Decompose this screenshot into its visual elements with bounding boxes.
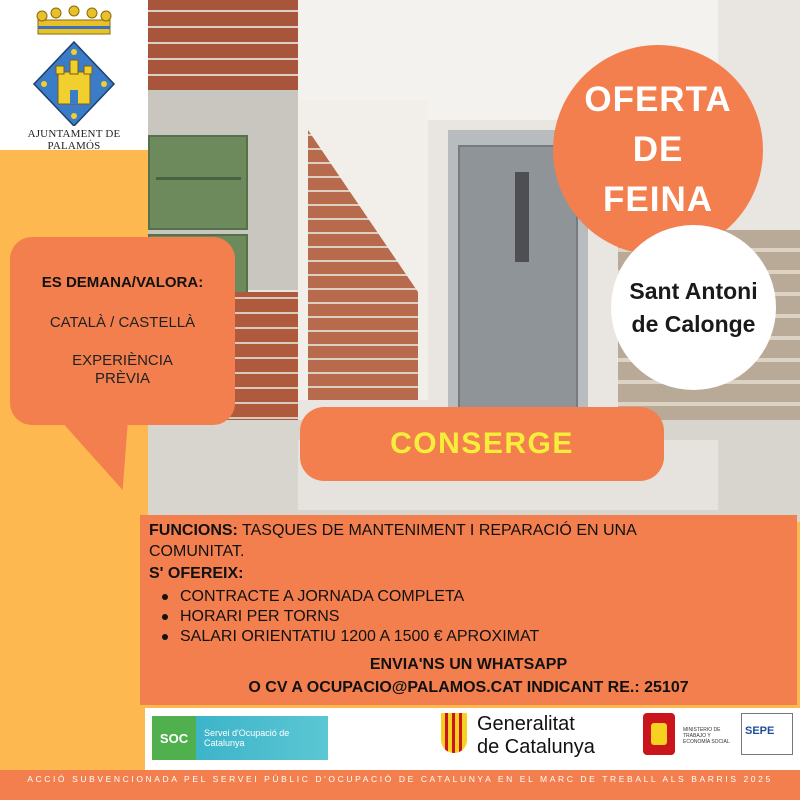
spain-coat-of-arms-icon	[643, 713, 675, 755]
photo-brick-wall-top	[148, 0, 298, 90]
job-title: CONSERGE	[390, 427, 574, 460]
bullet-icon	[162, 614, 168, 620]
offer-item-text: SALARI ORIENTATIU 1200 A 1500 € APROXIMAT	[180, 628, 540, 645]
location-line-2: de Calonge	[631, 310, 756, 337]
offers-list	[162, 587, 539, 647]
location-line-1: Sant Antoni	[629, 277, 758, 304]
location-badge	[611, 225, 776, 390]
offer-item-text: HORARI PER TORNS	[180, 608, 340, 625]
logo-caption: AJUNTAMENT DE PALAMÓS	[27, 128, 121, 152]
ministry-name: MINISTERIO DE TRABAJO Y ECONOMÍA SOCIAL	[683, 727, 730, 745]
generalitat-shield-icon	[441, 713, 467, 753]
contact-whatsapp: ENVIA'NS UN WHATSAPP	[369, 656, 568, 673]
functions-line	[149, 521, 637, 540]
generalitat-logo-text	[477, 713, 595, 759]
contact-email[interactable]: O CV A OCUPACIO@PALAMOS.CAT INDICANT RE.: 25107	[248, 679, 689, 696]
functions-text: TASQUES DE MANTENIMENT I REPARACIÓ EN UNA	[237, 522, 637, 539]
photo-elevator-window	[515, 172, 529, 262]
functions-line-2: COMUNITAT.	[149, 543, 245, 560]
offer-line-2: DE	[632, 130, 684, 169]
soc-name: Servei d'Ocupació de Catalunya	[196, 716, 328, 760]
photo-mailbox	[148, 135, 248, 230]
offers-label-text: S' OFEREIX:	[149, 565, 244, 582]
offer-item	[162, 607, 539, 627]
sepe-label: SEPE	[745, 725, 775, 737]
offer-item-text: CONTRACTE A JORNADA COMPLETA	[180, 588, 465, 605]
generalitat-line-2: de Catalunya	[477, 736, 595, 758]
job-title-pill	[300, 407, 664, 481]
bullet-icon	[162, 594, 168, 600]
coat-of-arms-icon	[30, 4, 118, 126]
requirements-bubble	[10, 237, 235, 425]
offer-item	[162, 627, 539, 647]
requirements-languages: CATALÀ / CASTELLÀ	[49, 314, 196, 331]
requirements-experience-line-2: PRÈVIA	[94, 370, 151, 387]
footer-funding-note: ACCIÓ SUBVENCIONADA PEL SERVEI PÚBLIC D'OCUPACIÓ DE CATALUNYA EN EL MARC DE TREBALL ALS BARRIS 2025	[27, 774, 773, 784]
functions-label: FUNCIONS:	[149, 522, 238, 539]
offers-label	[149, 564, 243, 583]
bullet-icon	[162, 634, 168, 640]
requirements-experience	[10, 352, 235, 388]
offer-line-1: OFERTA	[584, 80, 732, 119]
generalitat-line-1: Generalitat	[477, 713, 575, 735]
municipal-logo	[0, 0, 148, 150]
requirements-title: ES DEMANA/VALORA:	[41, 274, 204, 291]
offer-item	[162, 587, 539, 607]
requirements-experience-line-1: EXPERIÈNCIA	[72, 352, 173, 369]
requirements-bubble-tail	[60, 420, 161, 490]
soc-abbreviation: SOC	[152, 716, 196, 760]
soc-logo	[152, 716, 328, 760]
job-offer-badge	[553, 45, 763, 255]
offer-line-3: FEINA	[603, 180, 713, 219]
